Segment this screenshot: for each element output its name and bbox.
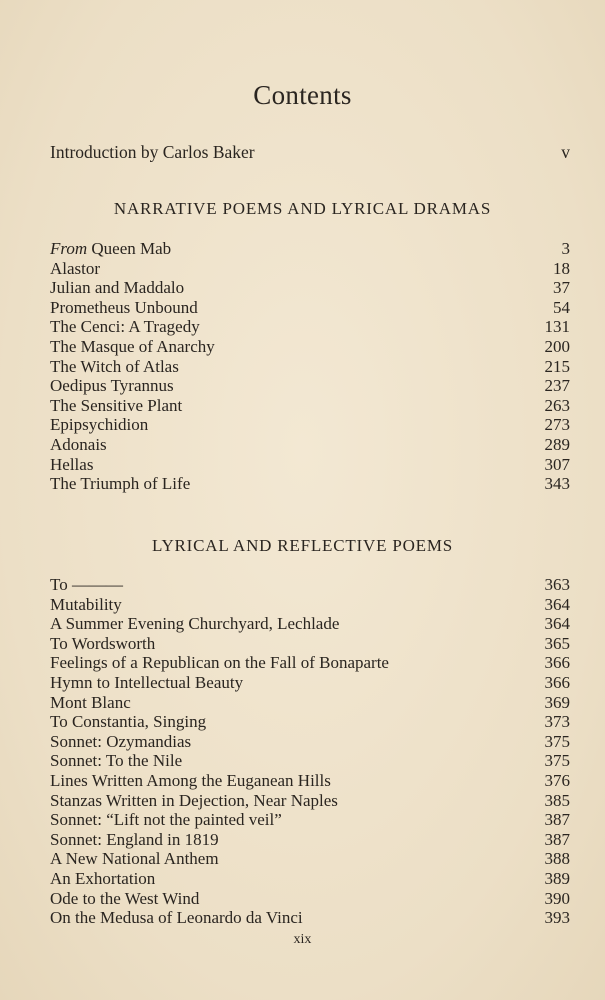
entry-title: To ——— [50, 575, 123, 594]
entry-title: Feelings of a Republican on the Fall of Bonaparte [50, 653, 389, 673]
entry-title: An Exhortation [50, 868, 156, 888]
contents-entry [50, 889, 570, 909]
entry-page: 389 [544, 868, 570, 888]
entry-title: A New National Anthem [50, 849, 219, 869]
contents-entry [50, 869, 570, 889]
entry-title: The Witch of Atlas [50, 356, 179, 376]
entry-page: 390 [544, 888, 570, 908]
contents-entry [50, 751, 570, 771]
lyrical-poems-list [50, 575, 570, 928]
contents-entry [50, 239, 570, 259]
entry-page: 131 [544, 317, 570, 337]
contents-entry [50, 673, 570, 693]
entry-title: On the Medusa of Leonardo da Vinci [50, 908, 303, 928]
contents-entry [50, 278, 570, 298]
entry-title: The Sensitive Plant [50, 395, 183, 415]
entry-page: 289 [544, 434, 570, 454]
section-heading-lyrical: LYRICAL AND REFLECTIVE POEMS [151, 536, 454, 555]
entry-title-prefix: From [50, 239, 88, 258]
entry-title: Stanzas Written in Dejection, Near Naples [50, 790, 338, 810]
entry-title: Julian and Maddalo [50, 278, 185, 298]
entry-page: 343 [544, 474, 570, 494]
contents-entry [50, 415, 570, 435]
contents-entry [50, 455, 570, 475]
contents-entry [50, 771, 570, 791]
entry-title: To Constantia, Singing [50, 712, 207, 732]
contents-entry [50, 614, 570, 634]
entry-title: Lines Written Among the Euganean Hills [50, 770, 331, 790]
contents-entry [50, 791, 570, 811]
contents-entry [50, 317, 570, 337]
contents-entry [50, 732, 570, 752]
contents-entry [50, 337, 570, 357]
entry-page: 18 [553, 258, 570, 278]
contents-entry [50, 575, 570, 595]
entry-title: To Wordsworth [50, 633, 156, 653]
entry-page: 365 [544, 633, 570, 653]
entry-title: Sonnet: To the Nile [50, 751, 183, 771]
entry-title: A Summer Evening Churchyard, Lechlade [50, 614, 340, 634]
contents-entry [50, 908, 570, 928]
entry-page: 387 [544, 829, 570, 849]
contents-entry [50, 849, 570, 869]
contents-entry [50, 259, 570, 279]
entry-page: 273 [544, 415, 570, 435]
entry-page: 369 [544, 692, 570, 712]
entry-page: 363 [544, 575, 570, 594]
entry-title: Hymn to Intellectual Beauty [50, 672, 244, 692]
contents-entry [50, 830, 570, 850]
entry-title: Sonnet: “Lift not the painted veil” [50, 810, 282, 830]
entry-page: 37 [553, 278, 570, 298]
contents-entry [50, 634, 570, 654]
contents-entry [50, 693, 570, 713]
page-number: xix [293, 932, 312, 947]
entry-page: 387 [544, 810, 570, 830]
entry-page: 215 [544, 356, 570, 376]
section-heading-narrative: NARRATIVE POEMS AND LYRICAL DRAMAS [113, 199, 492, 218]
entry-title: Mutability [50, 594, 122, 614]
entry-page: 388 [544, 849, 570, 869]
entry-page: 373 [544, 712, 570, 732]
narrative-poems-list [50, 239, 570, 494]
entry-title: The Masque of Anarchy [50, 336, 215, 356]
entry-page: 364 [544, 594, 570, 614]
contents-entry [50, 653, 570, 673]
entry-title: Hellas [50, 454, 94, 474]
entry-title: Adonais [50, 434, 107, 454]
entry-title: Ode to the West Wind [50, 888, 200, 908]
entry-title-text: Queen Mab [87, 239, 172, 258]
contents-entry [50, 376, 570, 396]
entry-page: 364 [544, 614, 570, 634]
entry-title: Introduction by Carlos Baker [50, 142, 255, 162]
entry-title: Alastor [50, 258, 101, 278]
entry-title: The Triumph of Life [50, 474, 191, 494]
entry-title [50, 239, 171, 259]
entry-page: 366 [544, 672, 570, 692]
entry-page: 385 [544, 790, 570, 810]
entry-page: 200 [544, 336, 570, 356]
entry-page: 3 [561, 239, 570, 258]
page-title: Contents [253, 80, 352, 110]
entry-page: 375 [544, 731, 570, 751]
entry-page: 375 [544, 751, 570, 771]
entry-page: 376 [544, 770, 570, 790]
entry-title: Sonnet: Ozymandias [50, 731, 192, 751]
entry-page: 393 [544, 908, 570, 928]
introduction-entry [50, 142, 570, 163]
entry-page: 366 [544, 653, 570, 673]
contents-entry [50, 357, 570, 377]
entry-title: Prometheus Unbound [50, 297, 198, 317]
entry-page: 237 [544, 376, 570, 396]
contents-entry [50, 712, 570, 732]
contents-entry [50, 474, 570, 494]
entry-page: 307 [544, 454, 570, 474]
entry-title: The Cenci: A Tragedy [50, 317, 200, 337]
entry-title: Mont Blanc [50, 692, 131, 712]
entry-page: 54 [553, 297, 570, 317]
entry-page: v [561, 142, 570, 162]
entry-page: 263 [544, 395, 570, 415]
entry-title: Epipsychidion [50, 415, 149, 435]
contents-entry [50, 396, 570, 416]
entry-title: Oedipus Tyrannus [50, 376, 174, 396]
contents-entry [50, 595, 570, 615]
entry-title: Sonnet: England in 1819 [50, 829, 219, 849]
contents-entry [50, 298, 570, 318]
contents-entry [50, 435, 570, 455]
contents-entry [50, 810, 570, 830]
